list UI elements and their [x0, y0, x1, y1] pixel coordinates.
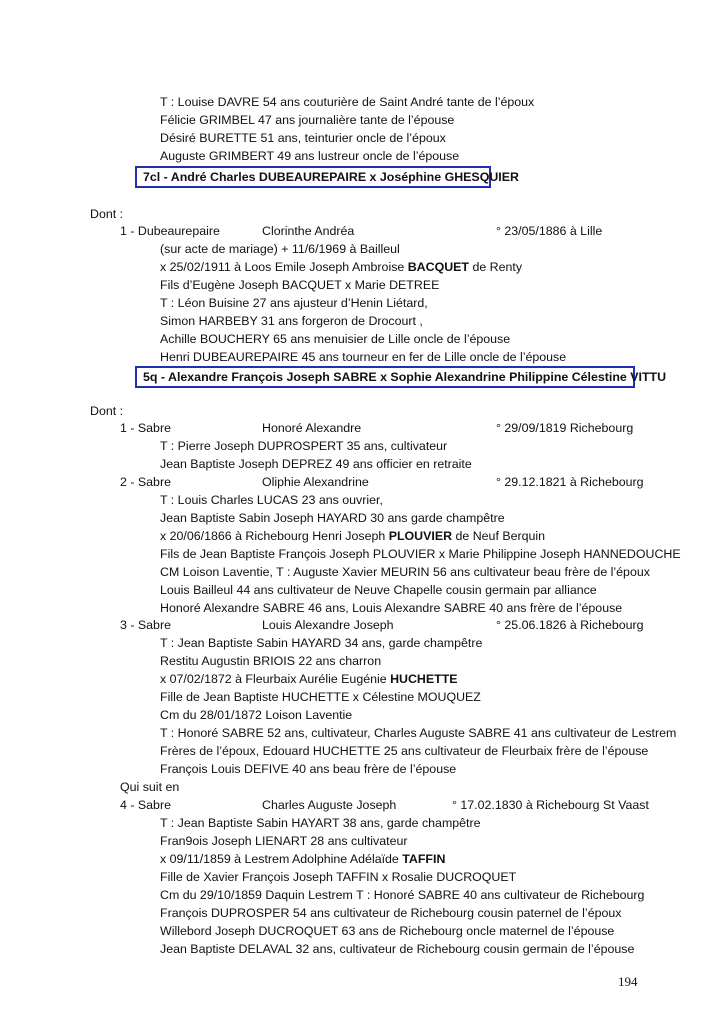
child-birth: ° 17.02.1830 à Richebourg St Vaast — [452, 798, 649, 812]
child-birth: ° 23/05/1886 à Lille — [496, 224, 603, 238]
text-line: Fille de Jean Baptiste HUCHETTE x Célestine MOUQUEZ — [160, 690, 481, 704]
text-line: x 09/11/1859 à Lestrem Adolphine Adélaïde TAFFIN — [160, 852, 446, 866]
text-line: Désiré BURETTE 51 ans, teinturier oncle de l’époux — [160, 131, 446, 145]
child-firstname: Charles Auguste Joseph — [262, 798, 397, 812]
text-line: T : Jean Baptiste Sabin HAYART 38 ans, garde champêtre — [160, 816, 481, 830]
page-number: 194 — [618, 974, 638, 989]
family-header-box: 5q - Alexandre François Joseph SABRE x Sophie Alexandrine Philippine Célestine VITTU — [135, 366, 635, 388]
child-firstname: Louis Alexandre Joseph — [262, 618, 394, 632]
text-line: Auguste GRIMBERT 49 ans lustreur oncle de l’épouse — [160, 149, 460, 163]
text-line: Fils de Jean Baptiste François Joseph PLOUVIER x Marie Philippine Joseph HANNEDOUCHE — [160, 547, 681, 561]
child-firstname: Oliphie Alexandrine — [262, 475, 369, 489]
text-line: Willebord Joseph DUCROQUET 63 ans de Richebourg oncle maternel de l’épouse — [160, 924, 615, 938]
text-line: Frères de l’époux, Edouard HUCHETTE 25 ans cultivateur de Fleurbaix frère de l’épouse — [160, 744, 649, 758]
text-line: Simon HARBEBY 31 ans forgeron de Drocourt , — [160, 314, 423, 328]
text-line: Fran9ois Joseph LIENART 28 ans cultivateur — [160, 834, 408, 848]
dont-label: Dont : — [90, 404, 124, 418]
text-line: François Louis DEFIVE 40 ans beau frère de l’épouse — [160, 762, 457, 776]
child-number: 2 - Sabre — [120, 475, 171, 489]
family-header-box: 7cl - André Charles DUBEAUREPAIRE x Joséphine GHESQUIER — [135, 166, 491, 188]
dont-label: Dont : — [90, 207, 124, 221]
spouse-surname: BACQUET — [407, 260, 469, 274]
text-line: Louis Bailleul 44 ans cultivateur de Neuve Chapelle cousin germain par alliance — [160, 583, 597, 597]
text-line: Cm du 29/10/1859 Daquin Lestrem T : Honoré SABRE 40 ans cultivateur de Richebourg — [160, 888, 645, 902]
text-line: Achille BOUCHERY 65 ans menuisier de Lille oncle de l’épouse — [160, 332, 511, 346]
child-number: 1 - Dubeaurepaire — [120, 224, 220, 238]
qui-suit-label: Qui suit en — [120, 780, 180, 794]
child-birth: ° 25.06.1826 à Richebourg — [496, 618, 644, 632]
text-line: T : Léon Buisine 27 ans ajusteur d’Henin Liétard, — [160, 296, 428, 310]
text-line: Fils d’Eugène Joseph BACQUET x Marie DETREE — [160, 278, 440, 292]
text-line: Jean Baptiste DELAVAL 32 ans, cultivateur de Richebourg cousin germain de l’épouse — [160, 942, 635, 956]
child-number: 1 - Sabre — [120, 421, 171, 435]
text-line: Jean Baptiste Sabin Joseph HAYARD 30 ans garde champêtre — [160, 511, 505, 525]
text-line: Jean Baptiste Joseph DEPREZ 49 ans officier en retraite — [160, 457, 472, 471]
text-line: Félicie GRIMBEL 47 ans journalière tante de l’épouse — [160, 113, 455, 127]
text-line: François DUPROSPER 54 ans cultivateur de Richebourg cousin paternel de l’époux — [160, 906, 622, 920]
text-line: Henri DUBEAUREPAIRE 45 ans tourneur en fer de Lille oncle de l’épouse — [160, 350, 567, 364]
spouse-surname: HUCHETTE — [390, 672, 458, 686]
child-firstname: Clorinthe Andréa — [262, 224, 355, 238]
text-line: x 20/06/1866 à Richebourg Henri Joseph PLOUVIER de Neuf Berquin — [160, 529, 546, 543]
text-line: CM Loison Laventie, T : Auguste Xavier MEURIN 56 ans cultivateur beau frère de l’époux — [160, 565, 650, 579]
text-line: x 07/02/1872 à Fleurbaix Aurélie Eugénie HUCHETTE — [160, 672, 458, 686]
child-number: 3 - Sabre — [120, 618, 171, 632]
text-line: T : Pierre Joseph DUPROSPERT 35 ans, cultivateur — [160, 439, 448, 453]
child-number: 4 - Sabre — [120, 798, 171, 812]
text-line: T : Honoré SABRE 52 ans, cultivateur, Charles Auguste SABRE 41 ans cultivateur de Lestrem — [160, 726, 677, 740]
text-line: (sur acte de mariage) + 11/6/1969 à Bailleul — [160, 242, 400, 256]
text-line: x 25/02/1911 à Loos Emile Joseph Ambroise BACQUET de Renty — [160, 260, 523, 274]
child-birth: ° 29/09/1819 Richebourg — [496, 421, 634, 435]
text-line: Fille de Xavier François Joseph TAFFIN x Rosalie DUCROQUET — [160, 870, 517, 884]
text-line: T : Louis Charles LUCAS 23 ans ouvrier, — [160, 493, 383, 507]
text-line: Cm du 28/01/1872 Loison Laventie — [160, 708, 353, 722]
text-line: T : Jean Baptiste Sabin HAYARD 34 ans, garde champêtre — [160, 636, 483, 650]
text-line: T : Louise DAVRE 54 ans couturière de Saint André tante de l’époux — [160, 95, 535, 109]
spouse-surname: TAFFIN — [402, 852, 446, 866]
child-birth: ° 29.12.1821 à Richebourg — [496, 475, 644, 489]
child-firstname: Honoré Alexandre — [262, 421, 362, 435]
text-line: Honoré Alexandre SABRE 46 ans, Louis Alexandre SABRE 40 ans frère de l’épouse — [160, 601, 623, 615]
text-line: Restitu Augustin BRIOIS 22 ans charron — [160, 654, 382, 668]
spouse-surname: PLOUVIER — [388, 529, 453, 543]
